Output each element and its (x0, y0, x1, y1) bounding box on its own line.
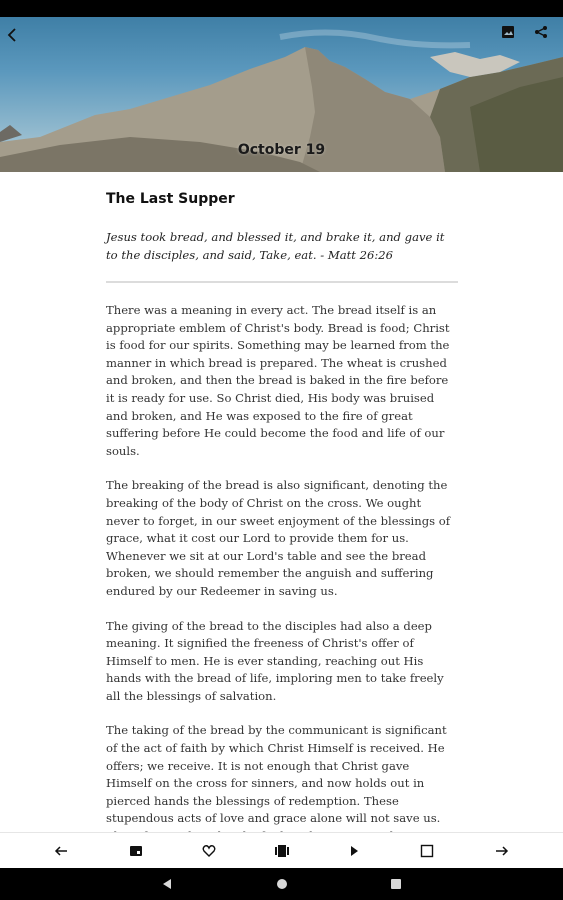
image-icon (501, 25, 515, 39)
play-icon (348, 845, 360, 857)
home-circle-icon (276, 878, 288, 890)
chevron-left-icon (4, 27, 20, 43)
heart-icon (202, 844, 216, 858)
system-home-button[interactable] (274, 876, 290, 892)
devotion-title: The Last Supper (106, 191, 235, 207)
favorite-button[interactable] (197, 839, 221, 863)
devotion-content[interactable] (106, 172, 456, 832)
arrow-right-icon (495, 844, 509, 858)
previous-day-button[interactable] (49, 839, 73, 863)
fullscreen-button[interactable] (415, 839, 439, 863)
cards-button[interactable] (270, 839, 294, 863)
system-recents-button[interactable] (388, 876, 404, 892)
arrow-left-icon (54, 844, 68, 858)
devotion-date: October 19 (237, 142, 326, 158)
bottom-toolbar (0, 832, 563, 869)
system-navigation-bar (0, 868, 563, 900)
back-triangle-icon (161, 878, 173, 890)
back-button[interactable] (4, 27, 28, 51)
divider (106, 281, 458, 283)
square-icon (420, 844, 434, 858)
next-day-button[interactable] (490, 839, 514, 863)
change-image-button[interactable] (501, 25, 525, 49)
share-button[interactable] (534, 25, 558, 49)
play-audio-button[interactable] (342, 839, 366, 863)
calendar-icon (129, 844, 143, 858)
header-image (0, 17, 563, 172)
paragraph: There was a meaning in every act. The bread itself is an appropriate emblem of Christ's body. Bread is food; Christ is food for our spirits. Something may be learned from the manner in which bread is prepared. The wheat is crushed and broken, and then the bread is baked in the fire before it is ready for use. So Christ died, His body was bruised and broken, and He was exposed to the fire of great suffering before He could become the food and life of our souls. (106, 303, 450, 458)
status-bar (0, 0, 563, 17)
paragraph: The breaking of the bread is also significant, denoting the breaking of the body of Christ on the cross. We ought never to forget, in our sweet enjoyment of the blessings of grace, what it cost our Lord to provide them for us. Whenever we sit at our Lord's table and see the bread broken, we should remember the anguish and suffering endured by our Redeemer in saving us. (106, 478, 451, 598)
calendar-button[interactable] (124, 839, 148, 863)
paragraph: The taking of the bread by the communicant is significant of the act of faith by which Christ Himself is received. He offers; we receive. It is not enough that Christ gave Himself on the cross for sinners, and now holds out in pierced hands the blessings of redemption. These stupendous acts of love and grace alone will not save us. (106, 723, 447, 826)
recents-square-icon (390, 878, 402, 890)
scripture-verse: Jesus took bread, and blessed it, and brake it, and gave it to the disciples, and said, Take, eat. - Matt 26:26 (106, 230, 445, 262)
system-back-button[interactable] (159, 876, 175, 892)
share-icon (534, 25, 548, 39)
paragraph: The giving of the bread to the disciples had also a deep meaning. It signified the freeness of Christ's offer of Himself to men. He is ever standing, reaching out His hands with the bread of life, imploring men to take freely all the blessings of salvation. (106, 618, 444, 703)
cards-icon (274, 844, 290, 858)
devotion-body (106, 302, 456, 846)
